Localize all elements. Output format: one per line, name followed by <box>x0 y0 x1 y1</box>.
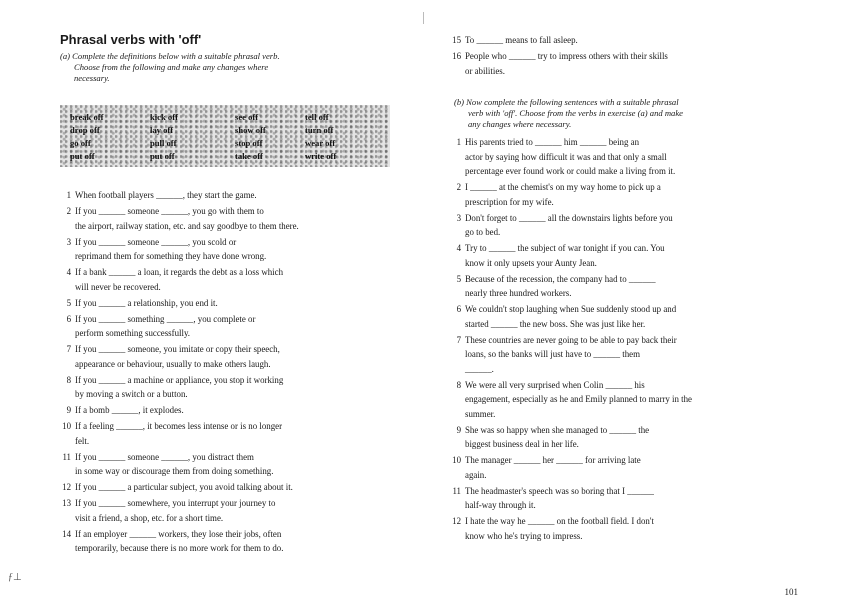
verb-box <box>60 105 390 167</box>
item-number: 2 <box>456 182 461 192</box>
item-number: 1 <box>456 137 461 147</box>
item-text: If you ______ a relationship, you end it. <box>75 297 218 308</box>
instruction-line: Choose from the following and make any changes where <box>74 62 269 72</box>
exercise-item <box>450 49 780 78</box>
item-text: If you ______ somewhere, you interrupt your journey to <box>75 498 276 508</box>
item-text: His parents tried to ______ him ______ being an <box>465 137 640 147</box>
item-text: started ______ the new boss. She was just like her. <box>465 318 646 329</box>
item-number: 1 <box>66 190 71 200</box>
item-text: know who he's trying to impress. <box>465 530 583 541</box>
exercise-item <box>60 188 390 203</box>
verb-option: go off <box>70 138 91 148</box>
item-text: I hate the way he ______ on the football field. I don't <box>465 516 654 526</box>
exercise-item <box>450 33 780 48</box>
verb-option: turn off <box>305 125 334 135</box>
item-text: We were all very surprised when Colin ______ his <box>465 379 645 390</box>
exercise-item <box>450 241 780 270</box>
item-number: 16 <box>452 51 461 61</box>
verb-option: break off <box>70 112 104 122</box>
item-number: 4 <box>66 267 71 277</box>
item-text: If you ______ someone ______, you distract them <box>75 451 254 462</box>
item-text: People who ______ try to impress others with their skills <box>465 51 668 61</box>
item-text: loans, so the banks will just have to ______ them <box>465 349 641 359</box>
verb-option: write off <box>305 151 337 161</box>
exercise-item <box>450 135 780 179</box>
item-text: prescription for my wife. <box>465 196 554 207</box>
item-number: 5 <box>66 297 71 308</box>
verb-option: put off <box>70 151 95 161</box>
item-number: 3 <box>456 212 461 223</box>
instruction-line: (a) Complete the definitions below with a suitable phrasal verb. <box>60 51 280 61</box>
exercise-item <box>450 514 780 543</box>
page-number: 101 <box>784 587 798 597</box>
exercise-item <box>450 272 780 301</box>
item-text: Don't forget to ______ all the downstairs lights before you <box>465 212 673 223</box>
item-number: 10 <box>62 421 71 431</box>
item-text: by moving a switch or a button. <box>75 389 188 399</box>
item-text: the airport, railway station, etc. and say goodbye to them there. <box>75 220 299 231</box>
item-number: 15 <box>452 35 461 45</box>
item-number: 11 <box>62 451 71 462</box>
item-text: If you ______ someone ______, you scold or <box>75 236 237 247</box>
exercise-item <box>450 423 780 452</box>
verb-option: stop off <box>235 138 263 148</box>
item-text: again. <box>465 469 487 480</box>
item-number: 10 <box>452 455 461 465</box>
right-page <box>424 0 848 599</box>
item-text: appearance or behaviour, usually to make others laugh. <box>75 358 271 369</box>
exercise-item <box>450 302 780 331</box>
exercise-item <box>60 373 390 402</box>
item-number: 9 <box>456 424 461 435</box>
verb-option: take off <box>235 151 263 161</box>
item-text: go to bed. <box>465 227 501 237</box>
exercise-item <box>60 265 390 294</box>
verb-option: lay off <box>150 125 174 135</box>
item-text: These countries are never going to be able to pay back their <box>465 334 677 345</box>
item-number: 12 <box>452 516 461 526</box>
item-text: If you ______ a machine or appliance, you stop it working <box>75 374 284 385</box>
instruction-line: verb with 'off'. Choose from the verbs in exercise (a) and make <box>468 108 683 118</box>
margin-mark: ƒ⊥ <box>8 572 22 583</box>
verb-option: tell off <box>305 112 329 122</box>
item-text: She was so happy when she managed to ______ the <box>465 424 650 435</box>
item-text: If a bank ______ a loan, it regards the debt as a loss which <box>75 267 284 277</box>
item-text: reprimand them for something they have done wrong. <box>75 251 267 261</box>
verb-option: wear off <box>305 138 336 148</box>
exercise-item <box>60 296 390 311</box>
exercise-item <box>60 342 390 371</box>
item-number: 6 <box>66 313 71 324</box>
item-text: If an employer ______ workers, they lose their jobs, often <box>75 528 282 539</box>
instruction-line: any changes where necessary. <box>468 119 572 129</box>
item-text: actor by saying how difficult it was and that only a small <box>465 151 667 162</box>
item-text: Because of the recession, the company had to ______ <box>465 273 656 284</box>
item-text: visit a friend, a shop, etc. for a short time. <box>75 512 224 523</box>
item-number: 4 <box>456 243 461 253</box>
instruction-line: (b) Now complete the following sentences with a suitable phrasal <box>454 97 679 107</box>
item-number: 8 <box>66 374 71 385</box>
instruction-line: necessary. <box>74 73 110 83</box>
item-number: 5 <box>456 273 461 284</box>
item-text: If you ______ a particular subject, you avoid talking about it. <box>75 482 293 492</box>
item-text: biggest business deal in her life. <box>465 439 579 449</box>
exercise-item <box>450 180 780 209</box>
item-text: will never be recovered. <box>75 281 161 292</box>
exercise-item <box>450 211 780 240</box>
exercise-item <box>60 496 390 525</box>
item-number: 3 <box>66 236 71 247</box>
item-number: 8 <box>456 379 461 390</box>
exercise-item <box>450 378 780 422</box>
instruction-b <box>454 97 683 130</box>
verb-option: show off <box>235 125 266 135</box>
exercise-item <box>60 480 390 495</box>
exercise-item <box>60 450 390 479</box>
item-text: perform something successfully. <box>75 328 191 338</box>
item-text: If a bomb ______, it explodes. <box>75 405 184 415</box>
exercise-item <box>450 333 780 377</box>
item-text: To ______ means to fall asleep. <box>465 35 578 45</box>
item-number: 6 <box>456 304 461 314</box>
item-text: know it only upsets your Aunty Jean. <box>465 257 597 268</box>
exercise-item <box>60 204 390 233</box>
item-text: When football players ______, they start the game. <box>75 190 257 200</box>
item-number: 13 <box>62 498 71 508</box>
exercise-item <box>60 235 390 264</box>
item-number: 11 <box>452 485 461 496</box>
item-text: temporarily, because there is no more work for them to do. <box>75 543 284 553</box>
exercise-item <box>60 403 390 418</box>
exercise-item <box>60 419 390 448</box>
item-text: half-way through it. <box>465 500 536 510</box>
item-number: 12 <box>62 482 71 492</box>
item-text: felt. <box>75 435 90 446</box>
verb-option: put off <box>150 151 175 161</box>
item-text: Try to ______ the subject of war tonight if you can. You <box>465 243 665 253</box>
item-text: or abilities. <box>465 65 505 76</box>
item-text: I ______ at the chemist's on my way home to pick up a <box>465 182 661 192</box>
exercise-item <box>60 527 390 556</box>
item-text: The manager ______ her ______ for arriving late <box>465 455 641 465</box>
item-text: percentage ever found work or could make a living from it. <box>465 166 676 176</box>
item-number: 9 <box>66 405 71 415</box>
item-text: If you ______ someone, you imitate or copy their speech, <box>75 344 280 354</box>
item-number: 14 <box>62 528 71 539</box>
verb-option: pull off <box>150 138 177 148</box>
verb-option: drop off <box>70 125 100 135</box>
item-text: We couldn't stop laughing when Sue suddenly stood up and <box>465 304 677 314</box>
exercise-item <box>60 312 390 341</box>
item-text: If you ______ something ______, you complete or <box>75 313 256 324</box>
item-number: 2 <box>66 206 71 216</box>
item-number: 7 <box>456 334 461 345</box>
item-text: ______. <box>465 363 494 374</box>
item-text: engagement, especially as he and Emily planned to marry in the <box>465 394 692 404</box>
exercise-title: Phrasal verbs with 'off' <box>60 32 202 47</box>
exercise-item <box>450 453 780 482</box>
exercise-item <box>450 484 780 513</box>
item-text: nearly three hundred workers. <box>465 288 572 298</box>
verb-option: kick off <box>150 112 178 122</box>
item-text: in some way or discourage them from doing something. <box>75 466 274 476</box>
item-number: 7 <box>66 344 71 354</box>
verb-option: see off <box>235 112 259 122</box>
item-text: summer. <box>465 408 496 419</box>
item-text: If you ______ someone ______, you go with them to <box>75 206 264 216</box>
instruction-a <box>60 51 280 84</box>
item-text: The headmaster's speech was so boring that I ______ <box>465 485 654 496</box>
item-text: If a feeling ______, it becomes less intense or is no longer <box>75 421 283 431</box>
